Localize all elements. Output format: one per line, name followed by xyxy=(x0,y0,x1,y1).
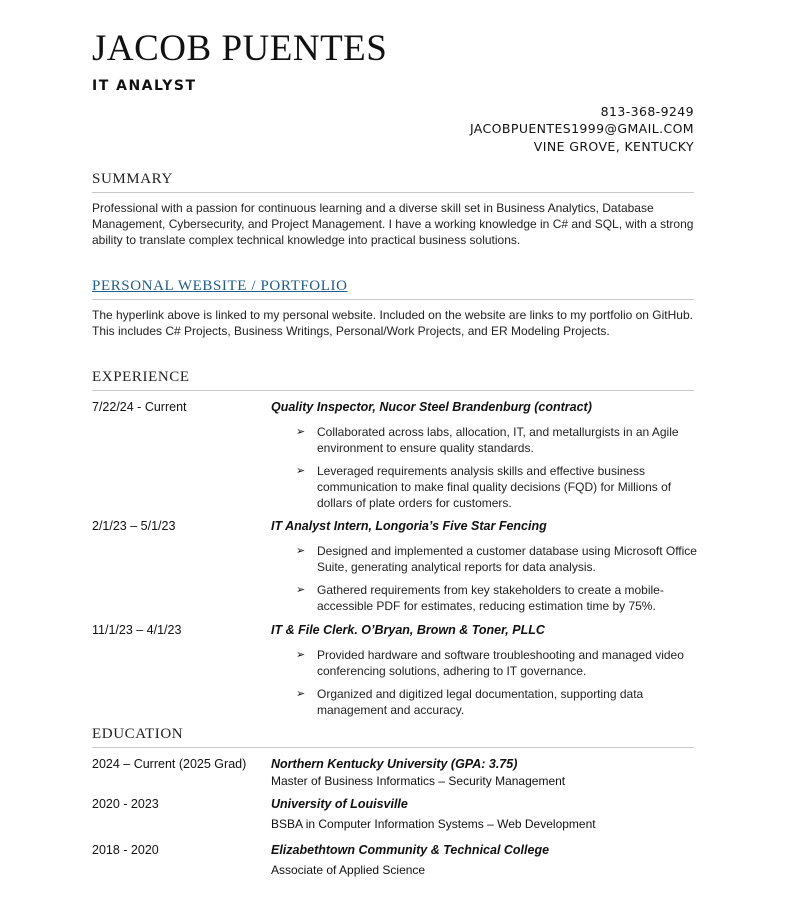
job-bullet: Gathered requirements from key stakeholders to create a mobile-accessible PDF for estimates, reducing estimation time by 75%. xyxy=(317,583,664,613)
education-date: 2018 - 2020 xyxy=(92,843,159,857)
bullet-arrow-icon: ➢ xyxy=(296,465,306,477)
bullet-arrow-icon: ➢ xyxy=(296,649,306,661)
bullet-arrow-icon: ➢ xyxy=(296,688,306,700)
email-address: JACOBPUENTES1999@GMAIL.COM xyxy=(469,121,694,136)
job-date: 2/1/23 – 5/1/23 xyxy=(92,519,176,533)
job-title: IT ANALYST xyxy=(92,78,197,94)
summary-line: Professional with a passion for continuous learning and a diverse skill set in Business Analytics, Database xyxy=(92,201,654,215)
job-bullet: Provided hardware and software troubleshooting and managed video conferencing solutions, adhering to IT governance. xyxy=(317,648,684,678)
job-bullet: Collaborated across labs, allocation, IT, and metallurgists in an Agile environment to ensure quality standards. xyxy=(317,425,679,455)
location: VINE GROVE, KENTUCKY xyxy=(533,139,694,154)
summary-line: Management, Cybersecurity, and Project Management. I have a working knowledge in C# and SQL, with a strong xyxy=(92,217,694,231)
education-date: 2024 – Current (2025 Grad) xyxy=(92,757,247,771)
summary-text xyxy=(92,200,697,248)
degree-name: Associate of Applied Science xyxy=(271,863,426,877)
portfolio-link[interactable]: PERSONAL WEBSITE / PORTFOLIO xyxy=(92,278,348,294)
degree-name: Master of Business Informatics – Security Management xyxy=(271,774,566,788)
bullet-arrow-icon: ➢ xyxy=(296,545,306,557)
portfolio-line: This includes C# Projects, Business Writings, Personal/Work Projects, and ER Modeling Projects. xyxy=(92,324,610,338)
job-position: Quality Inspector, Nucor Steel Brandenburg (contract) xyxy=(271,400,592,414)
portfolio-text xyxy=(92,307,697,339)
portfolio-line: The hyperlink above is linked to my personal website. Included on the website are links to my portfolio on GitHub. xyxy=(92,308,693,322)
degree-name: BSBA in Computer Information Systems – Web Development xyxy=(271,817,596,831)
school-name: University of Louisville xyxy=(271,797,408,811)
portfolio-heading[interactable] xyxy=(92,277,694,300)
job-position: IT Analyst Intern, Longoria’s Five Star Fencing xyxy=(271,519,547,533)
bullet-arrow-icon: ➢ xyxy=(296,584,306,596)
job-bullet: Leveraged requirements analysis skills and effective business communication to make final quality decisions (FQD) for Millions of dollars of plate orders for customers. xyxy=(317,464,672,510)
job-bullet: Organized and digitized legal documentation, supporting data management and accuracy. xyxy=(317,687,644,717)
school-name: Northern Kentucky University (GPA: 3.75) xyxy=(271,757,518,771)
candidate-name: JACOB PUENTES xyxy=(92,28,388,69)
phone-number: 813-368-9249 xyxy=(600,104,694,119)
education-date: 2020 - 2023 xyxy=(92,797,159,811)
job-date: 7/22/24 - Current xyxy=(92,400,187,414)
education-heading: EDUCATION xyxy=(92,725,694,748)
summary-line: ability to translate complex technical knowledge into practical business solutions. xyxy=(92,233,521,247)
bullet-arrow-icon: ➢ xyxy=(296,426,306,438)
summary-heading: SUMMARY xyxy=(92,170,694,193)
job-position: IT & File Clerk. O’Bryan, Brown & Toner, PLLC xyxy=(271,623,545,637)
job-bullet: Designed and implemented a customer database using Microsoft Office Suite, generating analytical reports for data analysis. xyxy=(317,544,697,574)
experience-heading: EXPERIENCE xyxy=(92,368,694,391)
job-date: 11/1/23 – 4/1/23 xyxy=(92,623,182,637)
school-name: Elizabethtown Community & Technical College xyxy=(271,843,550,857)
